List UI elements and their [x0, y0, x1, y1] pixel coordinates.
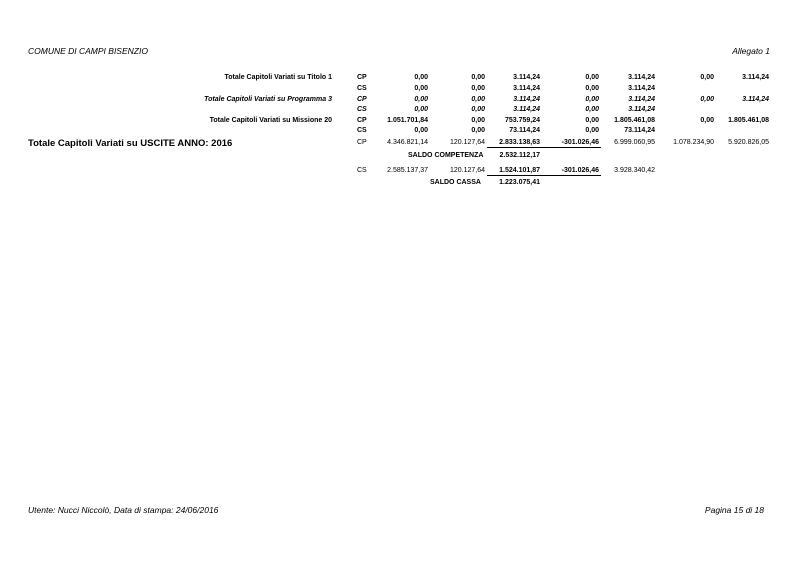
cell: 0,00: [471, 127, 485, 134]
footer-user: Utente: Nucci Niccolò, Data di stampa: 24/06/2016: [28, 505, 219, 515]
cell: -301.026,46: [561, 167, 599, 174]
code-cp: CP: [357, 74, 367, 81]
cell: -301.026,46: [561, 139, 599, 146]
row-label-uscite: Totale Capitoli Variati su USCITE ANNO: 2016: [28, 138, 233, 149]
cell: 2.833.138,63: [499, 139, 540, 146]
cell: 4.346.821,14: [387, 139, 428, 146]
cell: 0,00: [585, 127, 599, 134]
cell: 0,00: [585, 74, 599, 81]
footer-page: Pagina 15 di 18: [704, 505, 764, 515]
code-cp: CP: [357, 117, 367, 124]
cell: 1.805.461,08: [614, 117, 655, 124]
saldo-cassa-label: SALDO CASSA: [430, 179, 481, 186]
cell: 0,00: [700, 74, 714, 81]
cell: 73.114,24: [509, 127, 540, 134]
header-attachment: Allegato 1: [732, 46, 770, 56]
cell: 5.920.826,05: [728, 139, 769, 146]
code-cs: CS: [357, 106, 367, 113]
header-entity: COMUNE DI CAMPI BISENZIO: [28, 46, 148, 56]
cell: 3.114,24: [628, 96, 655, 103]
cell: 0,00: [471, 85, 485, 92]
cell: 3.114,24: [513, 85, 540, 92]
code-cp: CP: [357, 139, 367, 146]
cell: 3.114,24: [628, 85, 655, 92]
cell: 3.114,24: [513, 74, 540, 81]
cell: 0,00: [414, 96, 428, 103]
cell: 6.999.060,95: [614, 139, 655, 146]
cell: 0,00: [471, 96, 485, 103]
cell: 3.114,24: [742, 74, 769, 81]
code-cp: CP: [357, 96, 367, 103]
cell: 0,00: [585, 117, 599, 124]
cell: 0,00: [585, 85, 599, 92]
cell: 1.078.234,90: [673, 139, 714, 146]
cell: 3.114,24: [742, 96, 769, 103]
cell: 3.928.340,42: [614, 167, 655, 174]
cell: 0,00: [471, 106, 485, 113]
cell: 3.114,24: [513, 96, 540, 103]
saldo-competenza-value: 2.532.112,17: [499, 152, 540, 159]
cell: 0,00: [414, 85, 428, 92]
cell: 120.127,64: [449, 167, 485, 174]
cell: 0,00: [700, 96, 714, 103]
cell: 3.114,24: [628, 74, 655, 81]
row-label-programma3: Totale Capitoli Variati su Programma 3: [204, 96, 332, 103]
cell: 3.114,24: [513, 106, 540, 113]
code-cs: CS: [357, 85, 367, 92]
code-cs: CS: [357, 127, 367, 134]
cell: 1.051.701,84: [387, 117, 428, 124]
cell: 120.127,64: [449, 139, 485, 146]
cell: 0,00: [414, 127, 428, 134]
code-cs: CS: [357, 167, 367, 174]
row-label-titolo1: Totale Capitoli Variati su Titolo 1: [224, 74, 332, 81]
cell: 0,00: [585, 106, 599, 113]
cell: 0,00: [700, 117, 714, 124]
underline-rule: [487, 147, 601, 148]
cell: 0,00: [471, 117, 485, 124]
cell: 73.114,24: [624, 127, 655, 134]
underline-rule: [487, 175, 601, 176]
cell: 2.585.137,37: [387, 167, 428, 174]
cell: 1.524.101,87: [499, 167, 540, 174]
cell: 0,00: [414, 106, 428, 113]
cell: 3.114,24: [628, 106, 655, 113]
cell: 1.805.461,08: [728, 117, 769, 124]
saldo-cassa-value: 1.223.075,41: [499, 179, 540, 186]
saldo-competenza-label: SALDO COMPETENZA: [408, 152, 484, 159]
cell: 0,00: [585, 96, 599, 103]
row-label-missione20: Totale Capitoli Variati su Missione 20: [209, 117, 332, 124]
cell: 0,00: [471, 74, 485, 81]
cell: 753.759,24: [504, 117, 540, 124]
cell: 0,00: [414, 74, 428, 81]
